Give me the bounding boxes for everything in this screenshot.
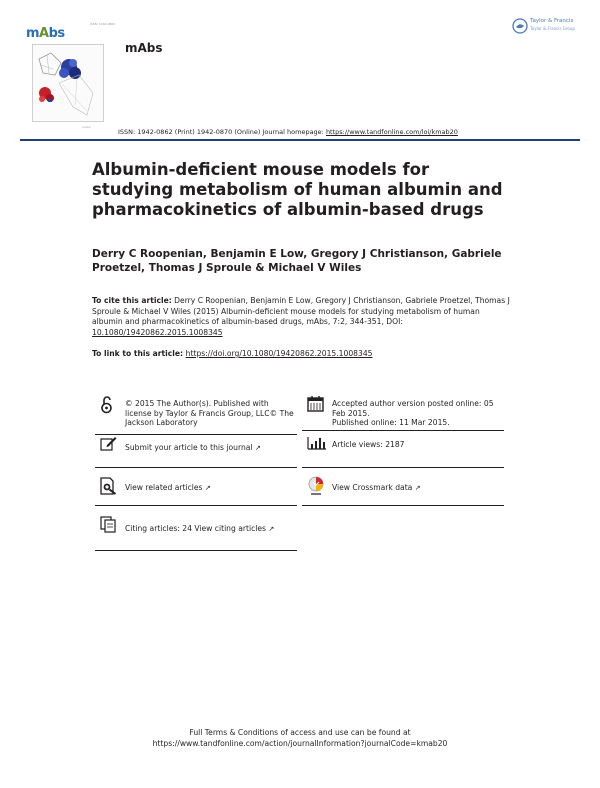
cover-strip-text: mAbs [82,125,91,129]
article-link-line [92,349,512,358]
external-link-icon: ↗ [414,484,421,492]
divider-row2-right [302,467,504,468]
divider-row3-right [302,505,504,506]
footer-line-1: Full Terms & Conditions of access and use can be found at [189,728,411,737]
view-crossmark-link[interactable]: View Crossmark data ↗ [332,483,421,492]
link-label: To link to this article: [92,349,186,358]
header-small-note: ISSN: 1942-0862 [90,22,116,26]
submit-article-link[interactable]: Submit your article to this journal ↗ [125,443,261,452]
accepted-date: Accepted author version posted online: 05 Feb 2015. [332,399,494,418]
publication-dates [332,399,507,428]
citation-block: To cite this article: Derry C Roopenian, Benjamin E Low, Gregory J Christianson, Gabriele Proetzel, Thomas J Sproule & Michael V Wiles (2015) Albumin-deficient mouse models for studying metabolism of human albumin and pharmacokinetics of albumin-based drugs, mAbs, 7:2, 344-351, DOI: 10.1080/19420862.2015.1008345 [92,296,510,337]
citing-articles-icon [100,516,117,533]
journal-homepage-link[interactable]: https://www.tandfonline.com/loi/kmab20 [325,128,458,136]
license-text: © 2015 The Author(s). Published with license by Taylor & Francis Group, LLC© The Jackson Laboratory [125,399,294,427]
article-title: Albumin-deficient mouse models for studying metabolism of human albumin and pharmacokinetics of albumin-based drugs [92,160,503,219]
protein-structure-illustration [33,45,103,121]
bar-chart-icon [307,436,327,450]
header-divider [20,139,580,141]
divider-row1-left [95,434,297,435]
citation-label: To cite this article: [92,296,172,305]
article-views: Article views: 2187 [332,440,405,449]
divider-row2-left [95,467,297,468]
doi-link[interactable]: 10.1080/19420862.2015.1008345 [92,327,223,337]
publisher-name: Taylor & Francis Taylor & Francis Group [530,18,575,31]
divider-row3-left [95,505,297,506]
submit-edit-icon [100,436,117,451]
article-authors: Derry C Roopenian, Benjamin E Low, Gregory J Christianson, Gabriele Proetzel, Thomas J Sproule & Michael V Wiles [92,248,502,274]
footer-terms-url[interactable]: https://www.tandfonline.com/action/journalInformation?journalCode=kmab20 [152,739,448,748]
external-link-icon: ↗ [268,525,275,533]
issn-line: ISSN: 1942-0862 (Print) 1942-0870 (Online) Journal homepage: https://www.tandfonline.com/loi/kmab20 [118,128,458,136]
view-related-articles-link[interactable]: View related articles ↗ [125,483,211,492]
divider-row4-left [95,550,297,551]
crossmark-icon [307,476,325,496]
external-link-icon: ↗ [204,484,211,492]
taylor-francis-icon [512,18,528,34]
footer-terms [0,727,600,749]
calendar-icon [307,396,324,412]
open-access-icon [100,396,113,414]
journal-logo: mAbs [26,26,65,41]
article-doi-url-link[interactable]: https://doi.org/10.1080/19420862.2015.1008345 [185,349,373,358]
journal-name: mAbs [125,41,163,55]
external-link-icon: ↗ [254,444,261,452]
published-date: Published online: 11 Mar 2015. [332,418,450,427]
divider-row1-right [302,430,504,431]
related-articles-search-icon [100,477,117,495]
journal-cover-image [32,44,104,122]
citing-articles-link[interactable]: Citing articles: 24 View citing articles ↗ [125,524,275,533]
